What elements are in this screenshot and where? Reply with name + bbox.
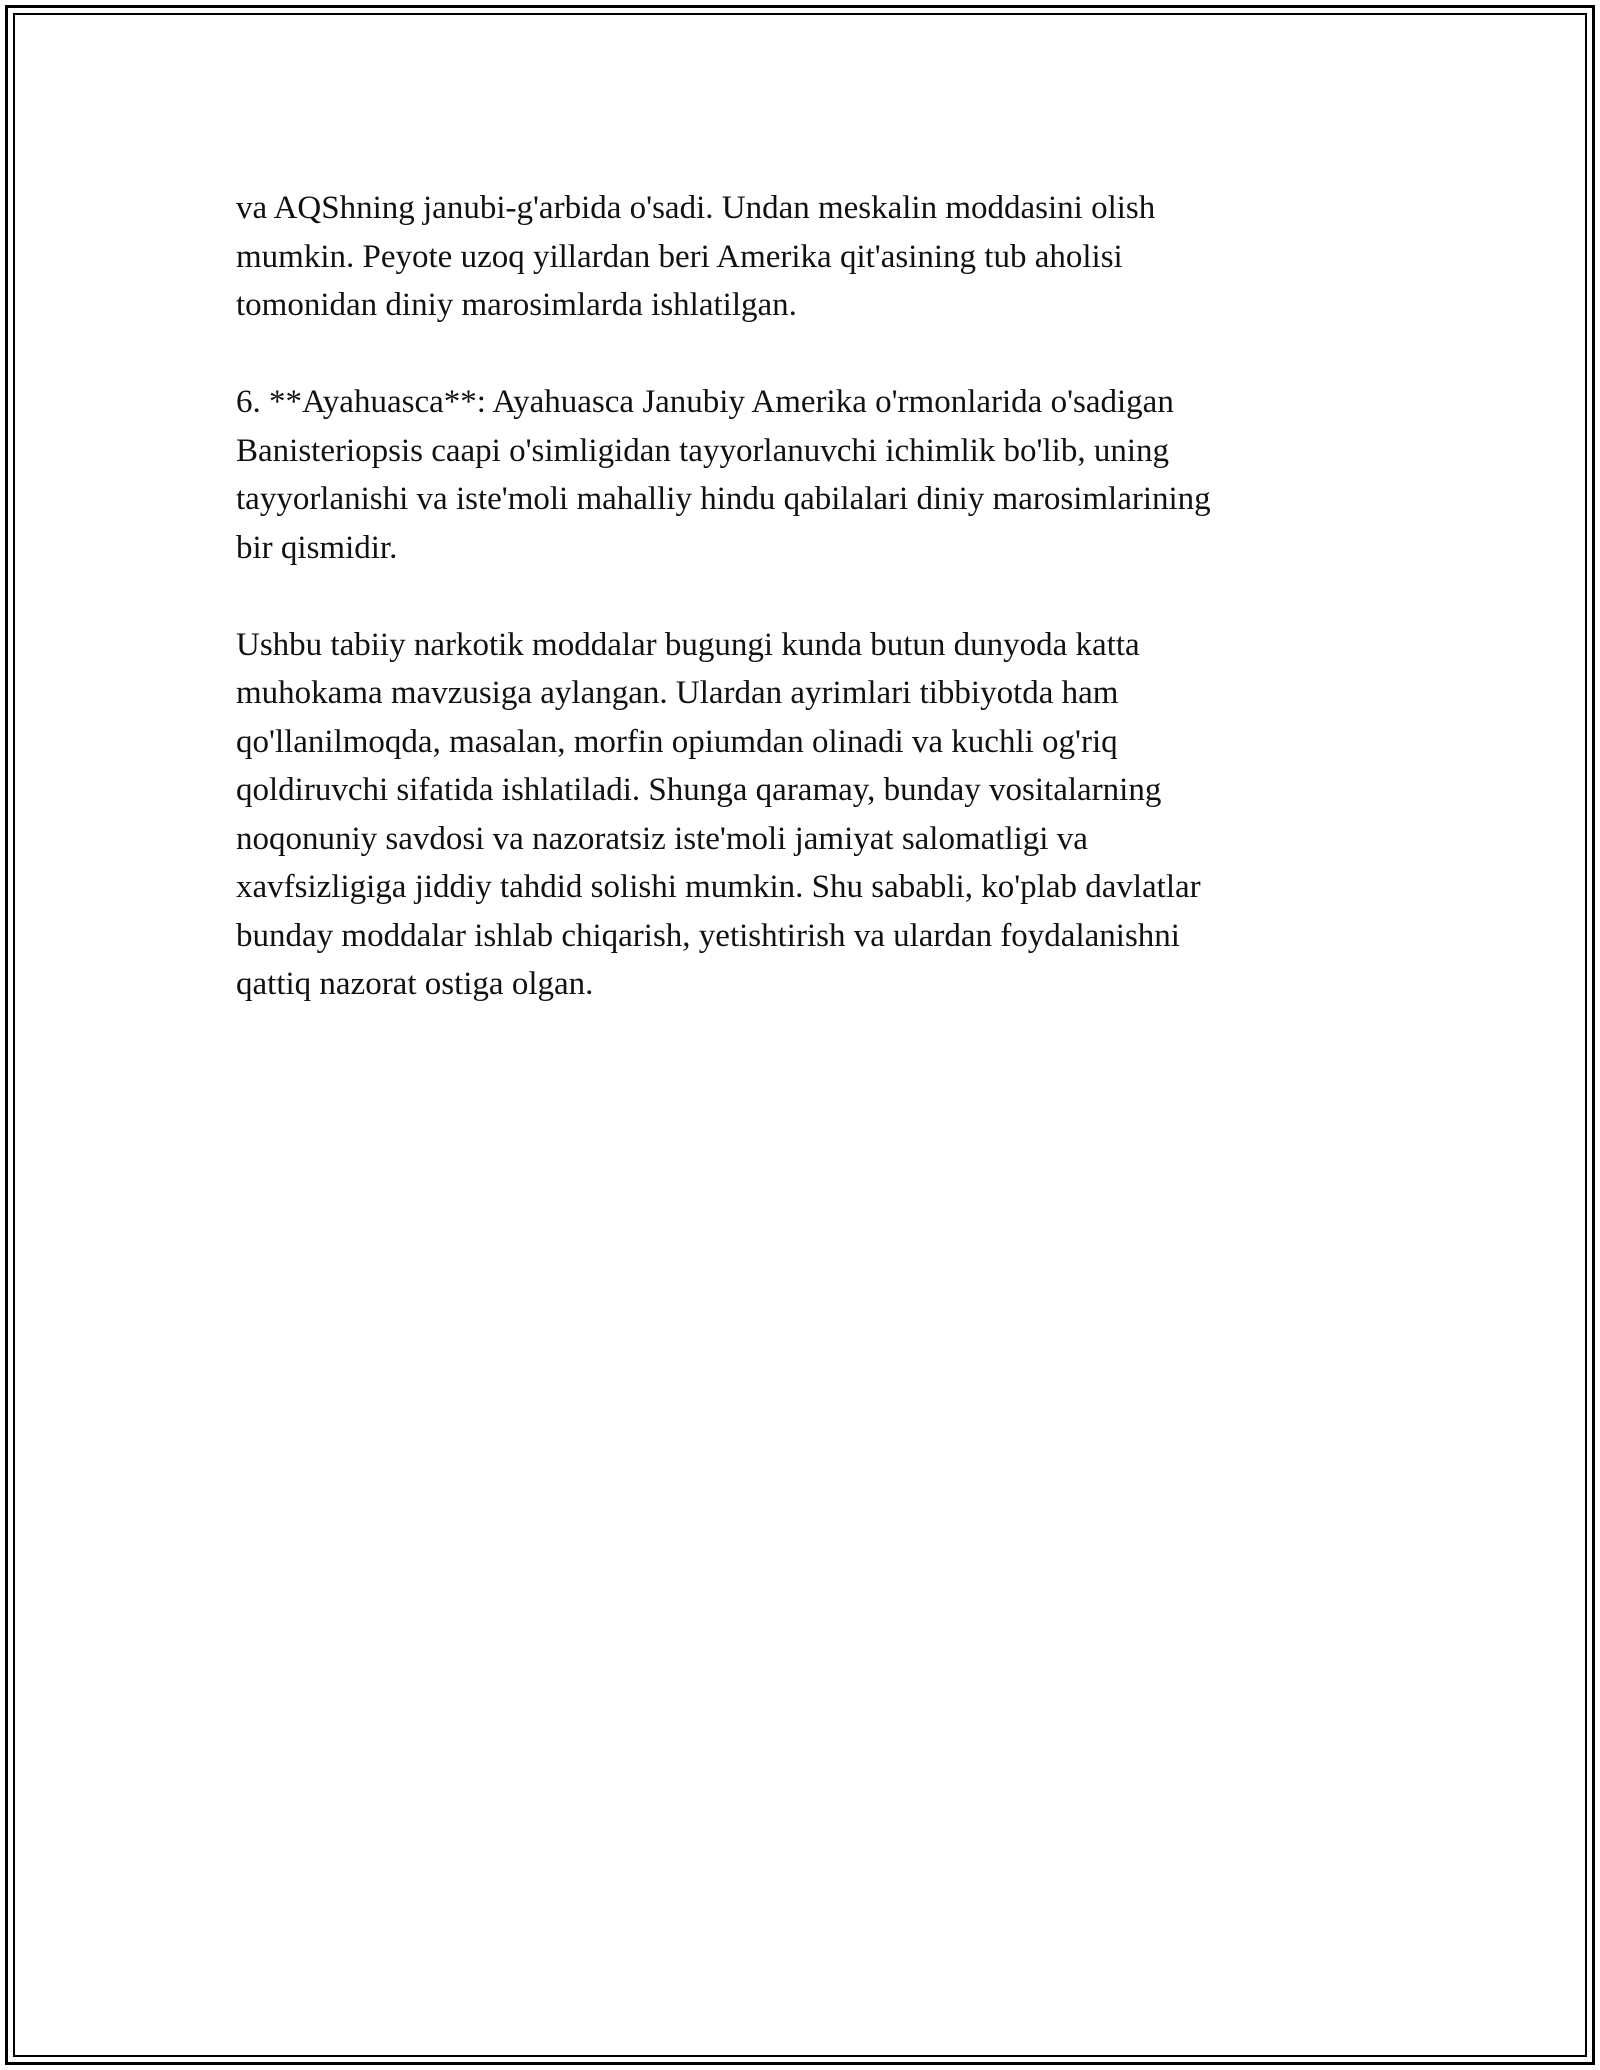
text-line: qattiq nazorat ostiga olgan. [236, 966, 594, 1002]
text-line: 6. **Ayahuasca**: Ayahuasca Janubiy Amerika o'rmonlarida o'sadigan [236, 384, 1174, 420]
text-line: bir qismidir. [236, 529, 398, 566]
text-line: mumkin. Peyote uzoq yillardan beri Amerika qit'asining tub aholisi [236, 238, 1123, 275]
text-line: Ushbu tabiiy narkotik moddalar bugungi kunda butun dunyoda katta [236, 626, 1140, 663]
text-line: tomonidan diniy marosimlarda ishlatilgan. [236, 287, 797, 323]
text-line: xavfsizligiga jiddiy tahdid solishi mumkin. Shu sababli, ko'plab davlatlar [236, 869, 1201, 905]
text-line: muhokama mavzusiga aylangan. Ulardan ayrimlari tibbiyotda ham [236, 675, 1119, 711]
paragraph-conclusion [236, 621, 1366, 1009]
paragraph-peyote [236, 184, 1366, 330]
text-line: Banisteriopsis caapi o'simligidan tayyorlanuvchi ichimlik bo'lib, uning [236, 432, 1170, 469]
document-body [236, 184, 1366, 1057]
text-line: qo'llanilmoqda, masalan, morfin opiumdan olinadi va kuchli og'riq [236, 723, 1118, 760]
text-line: bunday moddalar ishlab chiqarish, yetishtirish va ulardan foydalanishni [236, 917, 1180, 954]
text-line: noqonuniy savdosi va nazoratsiz iste'moli jamiyat salomatligi va [236, 820, 1088, 857]
paragraph-ayahuasca [236, 378, 1366, 572]
text-line: va AQShning janubi-g'arbida o'sadi. Undan meskalin moddasini olish [236, 190, 1156, 226]
text-line: tayyorlanishi va iste'moli mahalliy hindu qabilalari diniy marosimlarining [236, 481, 1211, 517]
text-line: qoldiruvchi sifatida ishlatiladi. Shunga qaramay, bunday vositalarning [236, 772, 1162, 808]
